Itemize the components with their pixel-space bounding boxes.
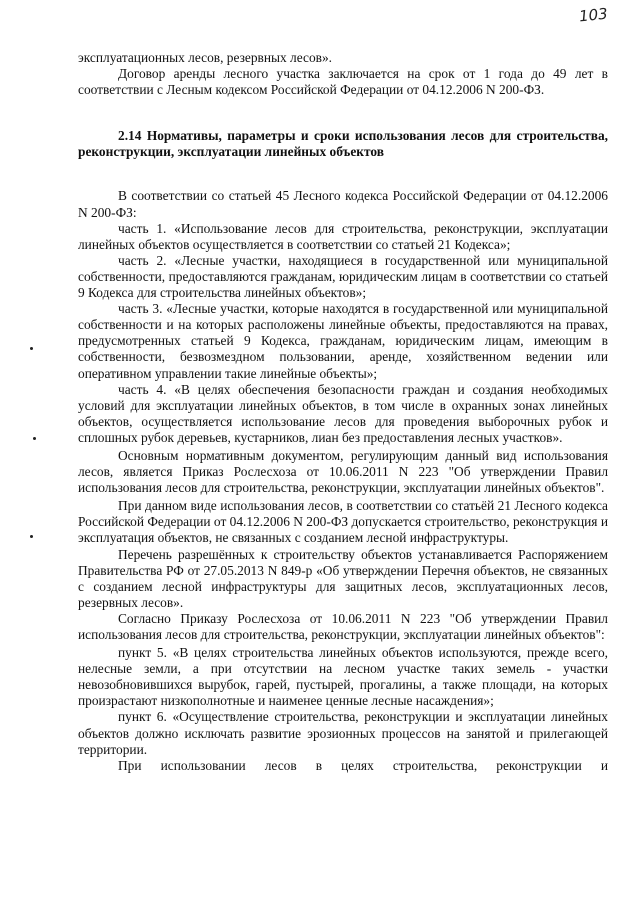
paragraph: Перечень разрешённых к строительству объектов устанавливается Распоряжением Правительства РФ от 27.05.2013 N 849-р «Об утверждении Перечня объектов, не связанных с созданием лесной инфраструктуры для защитных лесов, эксплуатационных лесов, резервных лесов». [78,546,608,610]
document-body [78,50,608,774]
margin-dot [30,347,33,350]
margin-dot [30,535,33,538]
paragraph: часть 3. «Лесные участки, которые находятся в государственной или муниципальной собственности и на которых расположены линейные объекты, предоставляются на правах, предусмотренных статьей 9 Кодекса, гражданам, юридическим лицам, имеющим в собственности, безвозмездном пользовании, аренде, хозяйственном ведении или оперативном управлении такие линейные объекты»; [78,301,608,381]
paragraph: При использовании лесов в целях строительства, реконструкции и [118,757,608,773]
paragraph: пункт 5. «В целях строительства линейных объектов используются, прежде всего, нелесные земли, а при отсутствии на лесном участке таких земель - участки невозобновившихся вырубок, гарей, пустырей, прогалины, а также площади, на которых произрастают низкополнотные и наименее ценные лесные насаждения»; [78,645,608,709]
paragraph: часть 4. «В целях обеспечения безопасности граждан и создания необходимых условий для эксплуатации линейных объектов, в том числе в охранных зонах линейных объектов, осуществляется использование лесов для проведения выборочных рубок и сплошных рубок деревьев, кустарников, лиан без предоставления лесных участков». [78,381,608,445]
intro-paragraph: Договор аренды лесного участка заключается на срок от 1 года до 49 лет в соответствии с Лесным кодексом Российской Федерации от 04.12.2006 N 200-ФЗ. [78,66,608,98]
paragraph: часть 2. «Лесные участки, находящиеся в государственной или муниципальной собственности, предоставляются гражданам, юридическим лицам в соответствии со статьей 9 Кодекса для строительства линейных объектов»; [78,252,608,301]
paragraph: При данном виде использования лесов, в соответствии со статьёй 21 Лесного кодекса Российской Федерации от 04.12.2006 N 200-ФЗ допускается строительство, реконструкция и эксплуатация объектов, не связанных с созданием лесной инфраструктуры. [78,498,608,546]
handwritten-page-number: 103 [578,4,609,26]
paragraph: Согласно Приказу Рослесхоза от 10.06.2011 N 223 "Об утверждении Правил использования лесов для строительства, реконструкции, эксплуатации линейных объектов": [78,610,608,642]
paragraph: пункт 6. «Осуществление строительства, реконструкции и эксплуатации линейных объектов должно исключать развитие эрозионных процессов на занятой и прилегающей территории. [78,709,608,757]
paragraph: часть 1. «Использование лесов для строительства, реконструкции, эксплуатации линейных объектов осуществляется в соответствии со статьей 21 Кодекса»; [78,220,608,252]
section-heading: 2.14 Нормативы, параметры и сроки использования лесов для строительства, реконструкции, эксплуатации линейных объектов [78,128,608,160]
paragraph: Основным нормативным документом, регулирующим данный вид использования лесов, является Приказ Рослесхоза от 10.06.2011 N 223 "Об утверждении Правил использования лесов для строительства, реконструкции, эксплуатации линейных объектов". [78,447,608,496]
intro-line: эксплуатационных лесов, резервных лесов». [78,50,333,65]
paragraph: В соответствии со статьей 45 Лесного кодекса Российской Федерации от 04.12.2006 N 200-ФЗ: [78,188,608,220]
margin-dot [33,437,36,440]
